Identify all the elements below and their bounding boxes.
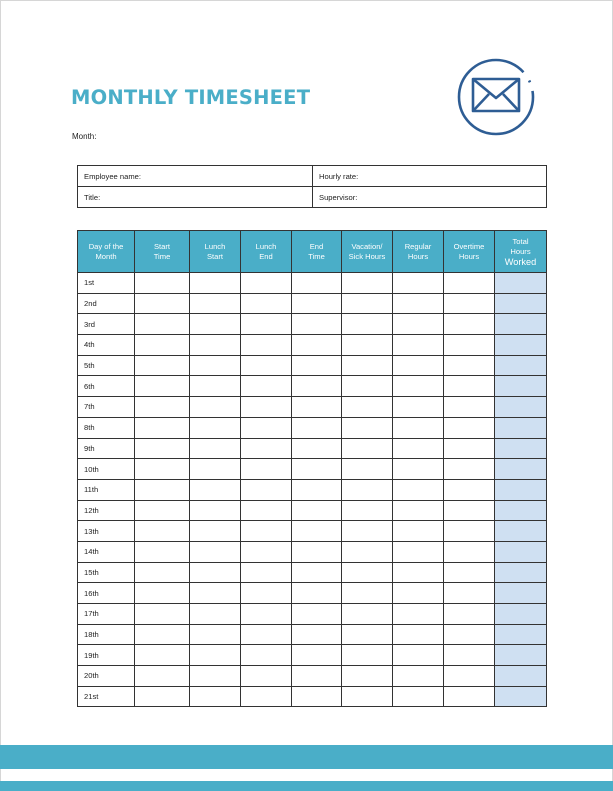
entry-cell[interactable] (292, 500, 342, 521)
day-cell: 9th (78, 438, 135, 459)
footer-bar (0, 745, 613, 769)
hourly-rate-field[interactable]: Hourly rate: (313, 166, 547, 187)
table-row (78, 376, 547, 397)
entry-cell[interactable] (135, 293, 190, 314)
entry-cell[interactable] (241, 376, 292, 397)
supervisor-field[interactable]: Supervisor: (313, 187, 547, 208)
column-header-text: Time (308, 251, 325, 261)
entry-cell[interactable] (444, 459, 495, 480)
column-header-text: Start (153, 241, 171, 251)
entry-cell[interactable] (444, 500, 495, 521)
column-header-text: Hours (407, 251, 429, 261)
envelope-icon (457, 58, 535, 136)
table-row (78, 604, 547, 625)
entry-cell[interactable] (190, 355, 241, 376)
entry-cell[interactable] (241, 562, 292, 583)
entry-cell[interactable] (190, 273, 241, 294)
column-header (135, 231, 190, 273)
entry-cell[interactable] (342, 335, 393, 356)
table-row (78, 645, 547, 666)
entry-cell[interactable] (342, 355, 393, 376)
table-row (78, 438, 547, 459)
entry-cell[interactable] (292, 397, 342, 418)
entry-cell[interactable] (393, 645, 444, 666)
entry-cell[interactable] (241, 624, 292, 645)
column-header-text: Total (512, 236, 529, 246)
entry-cell[interactable] (241, 604, 292, 625)
entry-cell[interactable] (135, 459, 190, 480)
entry-cell[interactable] (342, 479, 393, 500)
entry-cell[interactable] (292, 541, 342, 562)
entry-cell[interactable] (190, 417, 241, 438)
total-hours-cell[interactable] (495, 273, 547, 294)
entry-cell[interactable] (241, 273, 292, 294)
entry-cell[interactable] (393, 438, 444, 459)
entry-cell[interactable] (292, 459, 342, 480)
column-header-text: Sick Hours (348, 251, 386, 261)
envelope-fold-left (473, 94, 489, 111)
entry-cell[interactable] (190, 500, 241, 521)
entry-cell[interactable] (342, 500, 393, 521)
column-header-text: End (259, 251, 273, 261)
entry-cell[interactable] (241, 645, 292, 666)
entry-cell[interactable] (190, 397, 241, 418)
entry-cell[interactable] (135, 376, 190, 397)
entry-cell[interactable] (393, 293, 444, 314)
envelope-flap (473, 79, 519, 98)
column-header-text: Hours (510, 246, 531, 256)
entry-cell[interactable] (393, 355, 444, 376)
column-header-text: Start (206, 251, 224, 261)
entry-cell[interactable] (342, 686, 393, 707)
table-row (78, 666, 547, 687)
entry-cell[interactable] (190, 479, 241, 500)
total-hours-cell[interactable] (495, 397, 547, 418)
total-hours-cell[interactable] (495, 355, 547, 376)
table-header-row (78, 231, 547, 273)
timesheet-table (77, 230, 547, 707)
entry-cell[interactable] (444, 686, 495, 707)
table-row (78, 417, 547, 438)
entry-cell[interactable] (444, 273, 495, 294)
column-header-text: End (309, 241, 324, 251)
entry-cell[interactable] (444, 562, 495, 583)
entry-cell[interactable] (393, 686, 444, 707)
entry-cell[interactable] (190, 293, 241, 314)
total-hours-cell[interactable] (495, 624, 547, 645)
table-row (78, 624, 547, 645)
day-cell: 1st (78, 273, 135, 294)
entry-cell[interactable] (393, 314, 444, 335)
entry-cell[interactable] (342, 604, 393, 625)
entry-cell[interactable] (135, 355, 190, 376)
entry-cell[interactable] (135, 645, 190, 666)
entry-cell[interactable] (292, 666, 342, 687)
total-hours-cell[interactable] (495, 417, 547, 438)
day-cell: 14th (78, 541, 135, 562)
entry-cell[interactable] (292, 314, 342, 335)
entry-cell[interactable] (241, 479, 292, 500)
entry-cell[interactable] (292, 624, 342, 645)
day-cell: 2nd (78, 293, 135, 314)
day-cell: 6th (78, 376, 135, 397)
total-hours-cell[interactable] (495, 479, 547, 500)
entry-cell[interactable] (292, 521, 342, 542)
entry-cell[interactable] (342, 293, 393, 314)
day-cell: 3rd (78, 314, 135, 335)
entry-cell[interactable] (292, 438, 342, 459)
entry-cell[interactable] (393, 335, 444, 356)
entry-cell[interactable] (135, 562, 190, 583)
entry-cell[interactable] (342, 666, 393, 687)
table-row (78, 293, 547, 314)
footer-bar-thin (0, 781, 613, 791)
total-hours-cell[interactable] (495, 335, 547, 356)
total-hours-cell[interactable] (495, 686, 547, 707)
entry-cell[interactable] (241, 355, 292, 376)
day-cell: 7th (78, 397, 135, 418)
entry-cell[interactable] (190, 438, 241, 459)
entry-cell[interactable] (292, 417, 342, 438)
entry-cell[interactable] (393, 500, 444, 521)
entry-cell[interactable] (241, 666, 292, 687)
entry-cell[interactable] (190, 459, 241, 480)
table-row (78, 541, 547, 562)
entry-cell[interactable] (444, 624, 495, 645)
total-hours-cell[interactable] (495, 645, 547, 666)
entry-cell[interactable] (135, 479, 190, 500)
entry-cell[interactable] (241, 397, 292, 418)
entry-cell[interactable] (190, 686, 241, 707)
total-hours-cell[interactable] (495, 438, 547, 459)
table-row (78, 335, 547, 356)
entry-cell[interactable] (135, 686, 190, 707)
total-hours-cell[interactable] (495, 583, 547, 604)
day-cell: 19th (78, 645, 135, 666)
envelope-fold-right (503, 94, 519, 111)
entry-cell[interactable] (393, 417, 444, 438)
entry-cell[interactable] (393, 459, 444, 480)
entry-cell[interactable] (393, 604, 444, 625)
day-cell: 17th (78, 604, 135, 625)
column-header (78, 231, 135, 273)
column-header (190, 231, 241, 273)
entry-cell[interactable] (190, 376, 241, 397)
column-header-text: Lunch (204, 241, 226, 251)
entry-cell[interactable] (292, 293, 342, 314)
entry-cell[interactable] (292, 686, 342, 707)
entry-cell[interactable] (190, 562, 241, 583)
total-hours-cell[interactable] (495, 604, 547, 625)
entry-cell[interactable] (190, 521, 241, 542)
table-row (78, 314, 547, 335)
entry-cell[interactable] (135, 438, 190, 459)
entry-cell[interactable] (190, 583, 241, 604)
day-cell: 18th (78, 624, 135, 645)
column-header-text: Worked (504, 256, 537, 267)
column-header (292, 231, 342, 273)
title-field[interactable]: Title: (78, 187, 313, 208)
day-cell: 15th (78, 562, 135, 583)
column-header (342, 231, 393, 273)
day-cell: 11th (78, 479, 135, 500)
entry-cell[interactable] (241, 314, 292, 335)
column-header-text: Overtime (453, 241, 485, 251)
employee-name-field[interactable]: Employee name: (78, 166, 313, 187)
entry-cell[interactable] (393, 583, 444, 604)
entry-cell[interactable] (241, 686, 292, 707)
entry-cell[interactable] (135, 314, 190, 335)
entry-cell[interactable] (393, 273, 444, 294)
entry-cell[interactable] (135, 604, 190, 625)
day-cell: 21st (78, 686, 135, 707)
entry-cell[interactable] (342, 624, 393, 645)
total-hours-cell[interactable] (495, 541, 547, 562)
column-header-text: Hours (458, 251, 480, 261)
entry-cell[interactable] (444, 417, 495, 438)
entry-cell[interactable] (444, 541, 495, 562)
page-title: MONTHLY TIMESHEET (71, 86, 311, 109)
entry-cell[interactable] (444, 397, 495, 418)
column-header-text: Vacation/ (351, 241, 383, 251)
table-row (78, 500, 547, 521)
entry-cell[interactable] (241, 459, 292, 480)
day-cell: 16th (78, 583, 135, 604)
entry-cell[interactable] (292, 583, 342, 604)
table-row (78, 273, 547, 294)
column-header (495, 231, 547, 273)
entry-cell[interactable] (444, 335, 495, 356)
entry-cell[interactable] (342, 314, 393, 335)
table-row (78, 355, 547, 376)
entry-cell[interactable] (444, 521, 495, 542)
column-header (444, 231, 495, 273)
column-header (241, 231, 292, 273)
entry-cell[interactable] (292, 562, 342, 583)
entry-cell[interactable] (241, 521, 292, 542)
entry-cell[interactable] (135, 521, 190, 542)
entry-cell[interactable] (135, 500, 190, 521)
entry-cell[interactable] (241, 335, 292, 356)
entry-cell[interactable] (444, 645, 495, 666)
entry-cell[interactable] (292, 645, 342, 666)
entry-cell[interactable] (393, 562, 444, 583)
entry-cell[interactable] (241, 541, 292, 562)
entry-cell[interactable] (444, 314, 495, 335)
day-cell: 10th (78, 459, 135, 480)
entry-cell[interactable] (190, 541, 241, 562)
entry-cell[interactable] (135, 417, 190, 438)
entry-cell[interactable] (342, 417, 393, 438)
entry-cell[interactable] (292, 376, 342, 397)
table-row (78, 562, 547, 583)
entry-cell[interactable] (444, 479, 495, 500)
entry-cell[interactable] (241, 583, 292, 604)
column-header-text: Month (95, 251, 117, 261)
entry-cell[interactable] (190, 314, 241, 335)
entry-cell[interactable] (342, 562, 393, 583)
entry-cell[interactable] (342, 376, 393, 397)
entry-cell[interactable] (444, 666, 495, 687)
table-row (78, 686, 547, 707)
entry-cell[interactable] (342, 459, 393, 480)
entry-cell[interactable] (190, 604, 241, 625)
column-header (393, 231, 444, 273)
entry-cell[interactable] (444, 583, 495, 604)
entry-cell[interactable] (393, 376, 444, 397)
entry-cell[interactable] (190, 666, 241, 687)
column-header-text: Day of the (88, 241, 124, 251)
day-cell: 5th (78, 355, 135, 376)
total-hours-cell[interactable] (495, 314, 547, 335)
column-header-text: Regular (404, 241, 432, 251)
entry-cell[interactable] (444, 293, 495, 314)
entry-cell[interactable] (342, 397, 393, 418)
entry-cell[interactable] (444, 438, 495, 459)
timesheet-body (78, 273, 547, 707)
entry-cell[interactable] (342, 541, 393, 562)
month-label: Month: (72, 132, 97, 141)
entry-cell[interactable] (444, 376, 495, 397)
entry-cell[interactable] (292, 355, 342, 376)
entry-cell[interactable] (444, 355, 495, 376)
entry-cell[interactable] (135, 335, 190, 356)
entry-cell[interactable] (342, 521, 393, 542)
entry-cell[interactable] (135, 666, 190, 687)
entry-cell[interactable] (342, 645, 393, 666)
entry-cell[interactable] (393, 541, 444, 562)
entry-cell[interactable] (292, 604, 342, 625)
entry-cell[interactable] (135, 624, 190, 645)
column-header-text: Time (153, 251, 171, 261)
table-row (78, 459, 547, 480)
entry-cell[interactable] (292, 273, 342, 294)
entry-cell[interactable] (241, 417, 292, 438)
total-hours-cell[interactable] (495, 521, 547, 542)
employee-info-table (77, 165, 547, 208)
entry-cell[interactable] (135, 397, 190, 418)
total-hours-cell[interactable] (495, 666, 547, 687)
column-header-text: Lunch (255, 241, 277, 251)
entry-cell[interactable] (292, 335, 342, 356)
entry-cell[interactable] (393, 666, 444, 687)
total-hours-cell[interactable] (495, 376, 547, 397)
entry-cell[interactable] (135, 583, 190, 604)
entry-cell[interactable] (342, 273, 393, 294)
table-row (78, 583, 547, 604)
table-row (78, 521, 547, 542)
day-cell: 12th (78, 500, 135, 521)
table-row (78, 479, 547, 500)
day-cell: 13th (78, 521, 135, 542)
entry-cell[interactable] (241, 500, 292, 521)
entry-cell[interactable] (135, 273, 190, 294)
entry-cell[interactable] (393, 521, 444, 542)
entry-cell[interactable] (292, 479, 342, 500)
entry-cell[interactable] (135, 541, 190, 562)
entry-cell[interactable] (241, 293, 292, 314)
total-hours-cell[interactable] (495, 500, 547, 521)
total-hours-cell[interactable] (495, 562, 547, 583)
table-row (78, 397, 547, 418)
entry-cell[interactable] (393, 479, 444, 500)
entry-cell[interactable] (190, 335, 241, 356)
total-hours-cell[interactable] (495, 459, 547, 480)
total-hours-cell[interactable] (495, 293, 547, 314)
entry-cell[interactable] (190, 645, 241, 666)
day-cell: 20th (78, 666, 135, 687)
entry-cell[interactable] (241, 438, 292, 459)
entry-cell[interactable] (190, 624, 241, 645)
entry-cell[interactable] (444, 604, 495, 625)
entry-cell[interactable] (342, 583, 393, 604)
day-cell: 8th (78, 417, 135, 438)
entry-cell[interactable] (393, 624, 444, 645)
day-cell: 4th (78, 335, 135, 356)
entry-cell[interactable] (342, 438, 393, 459)
entry-cell[interactable] (393, 397, 444, 418)
